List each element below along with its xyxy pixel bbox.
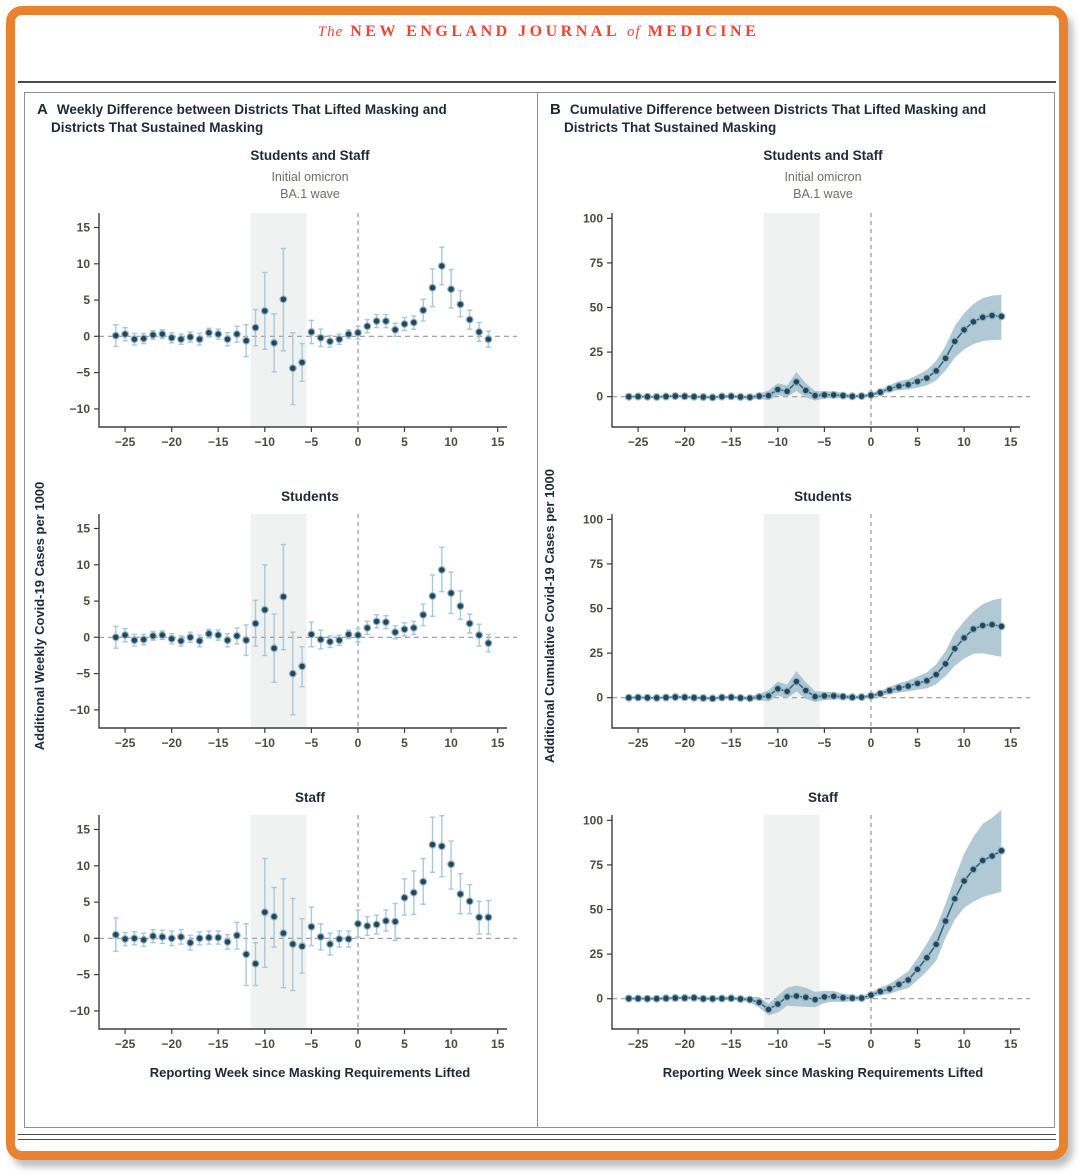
svg-text:−5: −5 (817, 435, 832, 450)
omicron-wave-annotation-b (556, 169, 1034, 203)
annotation-line1: Initial omicron (784, 170, 862, 185)
svg-text:100: 100 (582, 813, 603, 828)
annotation-line1: Initial omicron (271, 170, 349, 185)
svg-text:75: 75 (589, 255, 603, 270)
svg-text:5: 5 (914, 1037, 921, 1052)
chart-section-b-students (538, 489, 1054, 762)
svg-text:−15: −15 (721, 435, 742, 450)
panel-cumulative-difference (538, 93, 1054, 1127)
chart-section-a-students (25, 489, 537, 762)
svg-text:15: 15 (76, 822, 90, 837)
svg-text:10: 10 (76, 858, 90, 873)
svg-text:0: 0 (354, 736, 362, 751)
svg-text:−5: −5 (817, 736, 832, 751)
svg-text:−5: −5 (304, 435, 319, 450)
svg-text:10: 10 (957, 1037, 971, 1052)
svg-text:10: 10 (444, 435, 458, 450)
svg-text:−10: −10 (254, 435, 275, 450)
svg-text:0: 0 (596, 690, 603, 705)
svg-text:−15: −15 (208, 736, 229, 751)
masthead-of: of (627, 24, 641, 40)
svg-text:15: 15 (1004, 435, 1018, 450)
svg-text:−10: −10 (69, 401, 90, 416)
chart-section-a-staff (25, 790, 537, 1080)
svg-text:0: 0 (596, 389, 603, 404)
panel-b-title-line1: Cumulative Difference between Districts That Lifted Masking and (569, 102, 987, 117)
svg-text:5: 5 (914, 435, 921, 450)
chart-title-a1: Students and Staff (250, 148, 370, 164)
panel-a-title-line2: Districts That Sustained Masking (51, 119, 264, 135)
omicron-wave-annotation-a (43, 169, 521, 203)
svg-text:10: 10 (444, 736, 458, 751)
svg-text:5: 5 (401, 736, 408, 751)
chart-section-a-students-and-staff (25, 148, 537, 461)
svg-text:−20: −20 (161, 435, 182, 450)
svg-text:0: 0 (83, 630, 90, 645)
svg-text:0: 0 (354, 435, 362, 450)
svg-text:25: 25 (589, 345, 603, 360)
svg-text:50: 50 (589, 300, 603, 315)
svg-text:0: 0 (867, 736, 875, 751)
svg-text:−10: −10 (767, 1037, 788, 1052)
chart-canvas-B2 (556, 506, 1034, 762)
chart-plot-b2 (556, 506, 1034, 762)
masthead-title-1: NEW ENGLAND JOURNAL (350, 23, 621, 40)
svg-text:−10: −10 (69, 1003, 90, 1018)
panel-a-title-line1: Weekly Difference between Districts That Lifted Masking and (56, 102, 447, 117)
panel-b-header (550, 101, 1040, 136)
svg-text:5: 5 (83, 594, 90, 609)
panel-a-letter: A (37, 101, 48, 118)
panel-b-x-axis-label: Reporting Week since Masking Requirements Lifted (662, 1065, 984, 1081)
svg-text:50: 50 (589, 601, 603, 616)
svg-text:−20: −20 (674, 1037, 695, 1052)
svg-text:−25: −25 (627, 736, 649, 751)
chart-title-a2: Students (281, 489, 339, 505)
annotation-line2: BA.1 wave (793, 186, 853, 201)
journal-masthead (15, 23, 1059, 41)
chart-plot-b3 (556, 807, 1034, 1063)
svg-text:−10: −10 (767, 736, 788, 751)
panel-a-x-axis-label: Reporting Week since Masking Requirements Lifted (149, 1065, 471, 1081)
svg-text:50: 50 (589, 902, 603, 917)
svg-text:15: 15 (491, 736, 505, 751)
chart-plot-a1 (43, 205, 521, 461)
svg-text:−25: −25 (114, 736, 136, 751)
svg-text:5: 5 (914, 736, 921, 751)
annotation-line2: BA.1 wave (280, 186, 340, 201)
svg-text:10: 10 (957, 736, 971, 751)
panel-weekly-difference (25, 93, 538, 1127)
bottom-rule-2 (18, 1139, 1056, 1140)
chart-plot-a2 (43, 506, 521, 762)
svg-text:75: 75 (589, 857, 603, 872)
svg-text:−10: −10 (254, 736, 275, 751)
svg-text:15: 15 (491, 1037, 505, 1052)
svg-text:0: 0 (83, 329, 90, 344)
chart-canvas-B1 (556, 205, 1034, 461)
svg-text:−5: −5 (76, 365, 90, 380)
chart-section-b-students-and-staff (538, 148, 1054, 461)
svg-text:5: 5 (401, 1037, 408, 1052)
svg-text:−25: −25 (114, 1037, 136, 1052)
svg-text:−20: −20 (161, 736, 182, 751)
svg-text:5: 5 (83, 293, 90, 308)
figure-page (15, 15, 1059, 1151)
panel-b-letter: B (550, 101, 561, 118)
svg-text:−25: −25 (627, 1037, 649, 1052)
svg-text:0: 0 (83, 931, 90, 946)
chart-title-b3: Staff (808, 790, 838, 806)
svg-text:−10: −10 (767, 435, 788, 450)
svg-text:−5: −5 (76, 967, 90, 982)
chart-plot-b1 (556, 205, 1034, 461)
svg-text:15: 15 (76, 521, 90, 536)
svg-text:15: 15 (76, 220, 90, 235)
svg-text:15: 15 (491, 435, 505, 450)
svg-text:75: 75 (589, 556, 603, 571)
top-rule (18, 81, 1056, 83)
chart-title-b2: Students (794, 489, 852, 505)
svg-text:10: 10 (76, 557, 90, 572)
panel-a-title (37, 101, 523, 136)
svg-text:25: 25 (589, 646, 603, 661)
svg-text:10: 10 (76, 256, 90, 271)
svg-text:−15: −15 (208, 1037, 229, 1052)
svg-text:5: 5 (83, 895, 90, 910)
svg-text:−15: −15 (208, 435, 229, 450)
clipboard-frame (6, 6, 1068, 1160)
panel-b-title-line2: Districts That Sustained Masking (564, 119, 777, 135)
chart-title-a3: Staff (295, 790, 325, 806)
svg-text:100: 100 (582, 512, 603, 527)
svg-text:−15: −15 (721, 1037, 742, 1052)
svg-text:25: 25 (589, 947, 603, 962)
svg-text:−20: −20 (161, 1037, 182, 1052)
chart-canvas-A2 (43, 506, 521, 762)
svg-text:0: 0 (354, 1037, 362, 1052)
svg-text:5: 5 (401, 435, 408, 450)
svg-text:−20: −20 (674, 736, 695, 751)
svg-text:−15: −15 (721, 736, 742, 751)
svg-text:0: 0 (867, 1037, 875, 1052)
chart-plot-a3 (43, 807, 521, 1063)
panel-a-header (37, 101, 523, 136)
svg-text:−20: −20 (674, 435, 695, 450)
svg-text:−5: −5 (304, 736, 319, 751)
chart-canvas-A1 (43, 205, 521, 461)
svg-text:−25: −25 (114, 435, 136, 450)
bottom-rule-1 (18, 1134, 1056, 1135)
svg-text:−5: −5 (304, 1037, 319, 1052)
panel-b-y-axis-label: Additional Cumulative Covid-19 Cases per 1000 (542, 468, 557, 764)
panel-b-title (550, 101, 1040, 136)
svg-text:10: 10 (444, 1037, 458, 1052)
svg-text:100: 100 (582, 211, 603, 226)
figure-box (24, 92, 1055, 1128)
panel-a-y-axis-label: Additional Weekly Covid-19 Cases per 1000 (32, 481, 47, 751)
svg-text:10: 10 (957, 435, 971, 450)
svg-text:15: 15 (1004, 1037, 1018, 1052)
chart-title-b1: Students and Staff (763, 148, 883, 164)
svg-text:−25: −25 (627, 435, 649, 450)
chart-canvas-A3 (43, 807, 521, 1063)
masthead-title-2: MEDICINE (647, 23, 760, 40)
svg-text:−10: −10 (254, 1037, 275, 1052)
svg-text:15: 15 (1004, 736, 1018, 751)
chart-canvas-B3 (556, 807, 1034, 1063)
svg-text:−5: −5 (76, 666, 90, 681)
chart-section-b-staff (538, 790, 1054, 1080)
masthead-the: The (317, 24, 344, 40)
svg-text:0: 0 (867, 435, 875, 450)
svg-text:−5: −5 (817, 1037, 832, 1052)
svg-text:−10: −10 (69, 702, 90, 717)
svg-text:0: 0 (596, 991, 603, 1006)
